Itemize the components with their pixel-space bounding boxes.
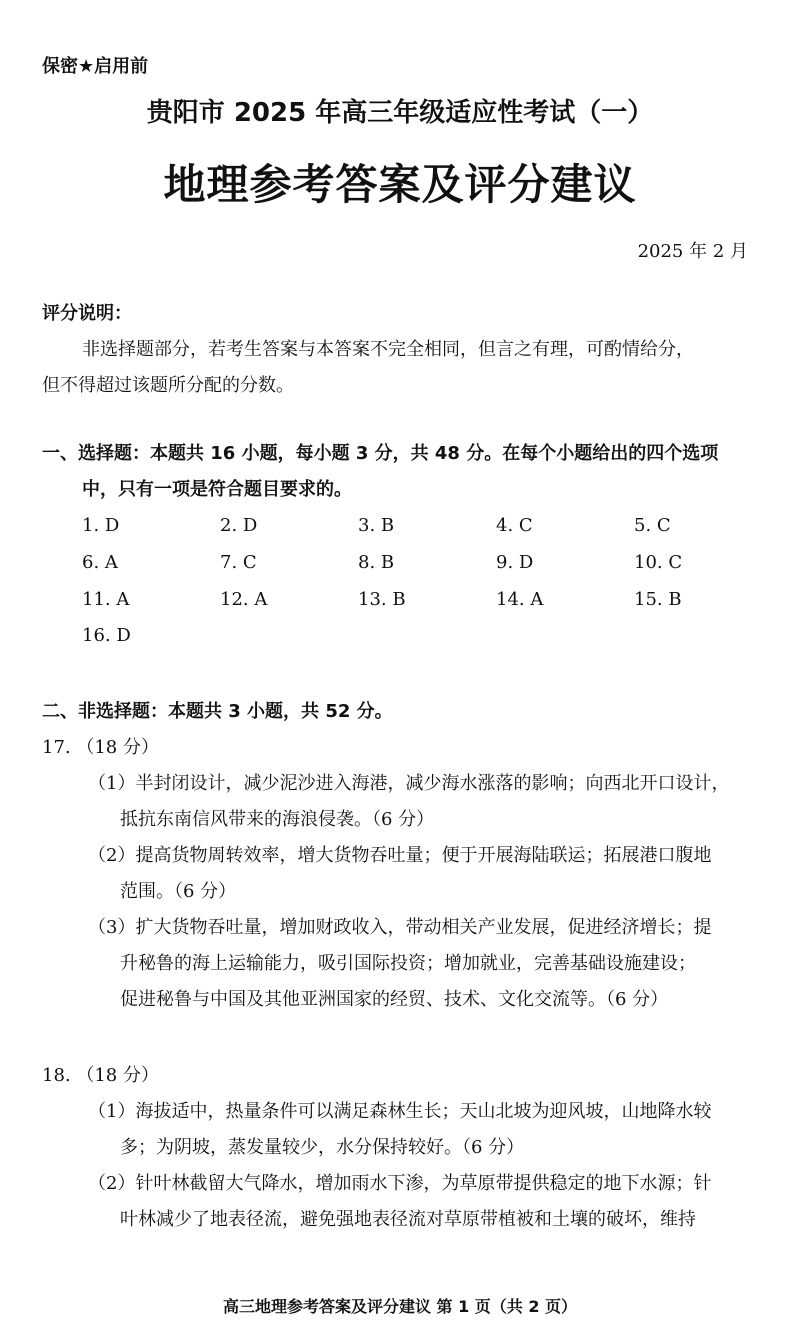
q18-label: 18. （18 分） (42, 1065, 159, 1086)
answer-item: 8. B (358, 552, 395, 573)
answer-item: 4. C (496, 515, 533, 536)
answer-item: 9. D (496, 552, 534, 573)
q18-line: （1）海拔适中，热量条件可以满足森林生长；天山北坡为迎风坡，山地降水较 (88, 1101, 712, 1122)
section1-heading-line-2: 中，只有一项是符合题目要求的。 (82, 479, 352, 500)
q17-line: 升秘鲁的海上运输能力，吸引国际投资；增加就业，完善基础设施建设； (120, 953, 696, 974)
q17-line: （1）半封闭设计，减少泥沙进入海港，减少海水涨落的影响；向西北开口设计， (88, 773, 730, 794)
q17-line: （2）提高货物周转效率，增大货物吞吐量；便于开展海陆联运；拓展港口腹地 (88, 845, 712, 866)
q18-line: 叶林减少了地表径流，避免强地表径流对草原带植被和土壤的破坏，维持 (120, 1209, 696, 1230)
answer-item: 10. C (634, 552, 683, 573)
notes-heading: 评分说明： (42, 303, 132, 324)
q18-line: 多；为阴坡，蒸发量较少，水分保持较好。（6 分） (120, 1137, 525, 1158)
document-date: 2025 年 2 月 (637, 241, 748, 262)
section2-heading: 二、非选择题：本题共 3 小题，共 52 分。 (42, 701, 393, 722)
q17-label: 17. （18 分） (42, 737, 159, 758)
q17-line: 范围。（6 分） (120, 881, 237, 902)
q17-line: 抵抗东南信风带来的海浪侵袭。（6 分） (120, 809, 435, 830)
page-footer: 高三地理参考答案及评分建议 第 1 页（共 2 页） (222, 1297, 578, 1316)
answer-item: 2. D (220, 515, 258, 536)
section1-heading-line-1: 一、选择题：本题共 16 小题，每小题 3 分，共 48 分。在每个小题给出的四个选项 (42, 443, 719, 464)
page-title: 地理参考答案及评分建议 (163, 160, 637, 209)
answer-item: 1. D (82, 515, 120, 536)
notes-line-1: 非选择题部分，若考生答案与本答案不完全相同，但言之有理，可酌情给分， (82, 339, 694, 360)
answer-item: 12. A (220, 589, 268, 610)
answer-item: 13. B (358, 589, 406, 610)
answer-item: 11. A (82, 589, 130, 610)
q17-line: 促进秘鲁与中国及其他亚洲国家的经贸、技术、文化交流等。（6 分） (120, 989, 669, 1010)
confidential-label: 保密★启用前 (42, 56, 149, 77)
answer-item: 7. C (220, 552, 257, 573)
notes-line-2: 但不得超过该题所分配的分数。 (42, 375, 294, 396)
answer-item: 14. A (496, 589, 544, 610)
answer-item: 16. D (82, 625, 131, 646)
q18-line: （2）针叶林截留大气降水，增加雨水下渗，为草原带提供稳定的地下水源；针 (88, 1173, 712, 1194)
answer-item: 5. C (634, 515, 671, 536)
answer-item: 15. B (634, 589, 682, 610)
answer-item: 3. B (358, 515, 395, 536)
answer-item: 6. A (82, 552, 118, 573)
exam-title: 贵阳市 2025 年高三年级适应性考试（一） (146, 98, 654, 128)
q17-line: （3）扩大货物吞吐量，增加财政收入，带动相关产业发展，促进经济增长；提 (88, 917, 712, 938)
